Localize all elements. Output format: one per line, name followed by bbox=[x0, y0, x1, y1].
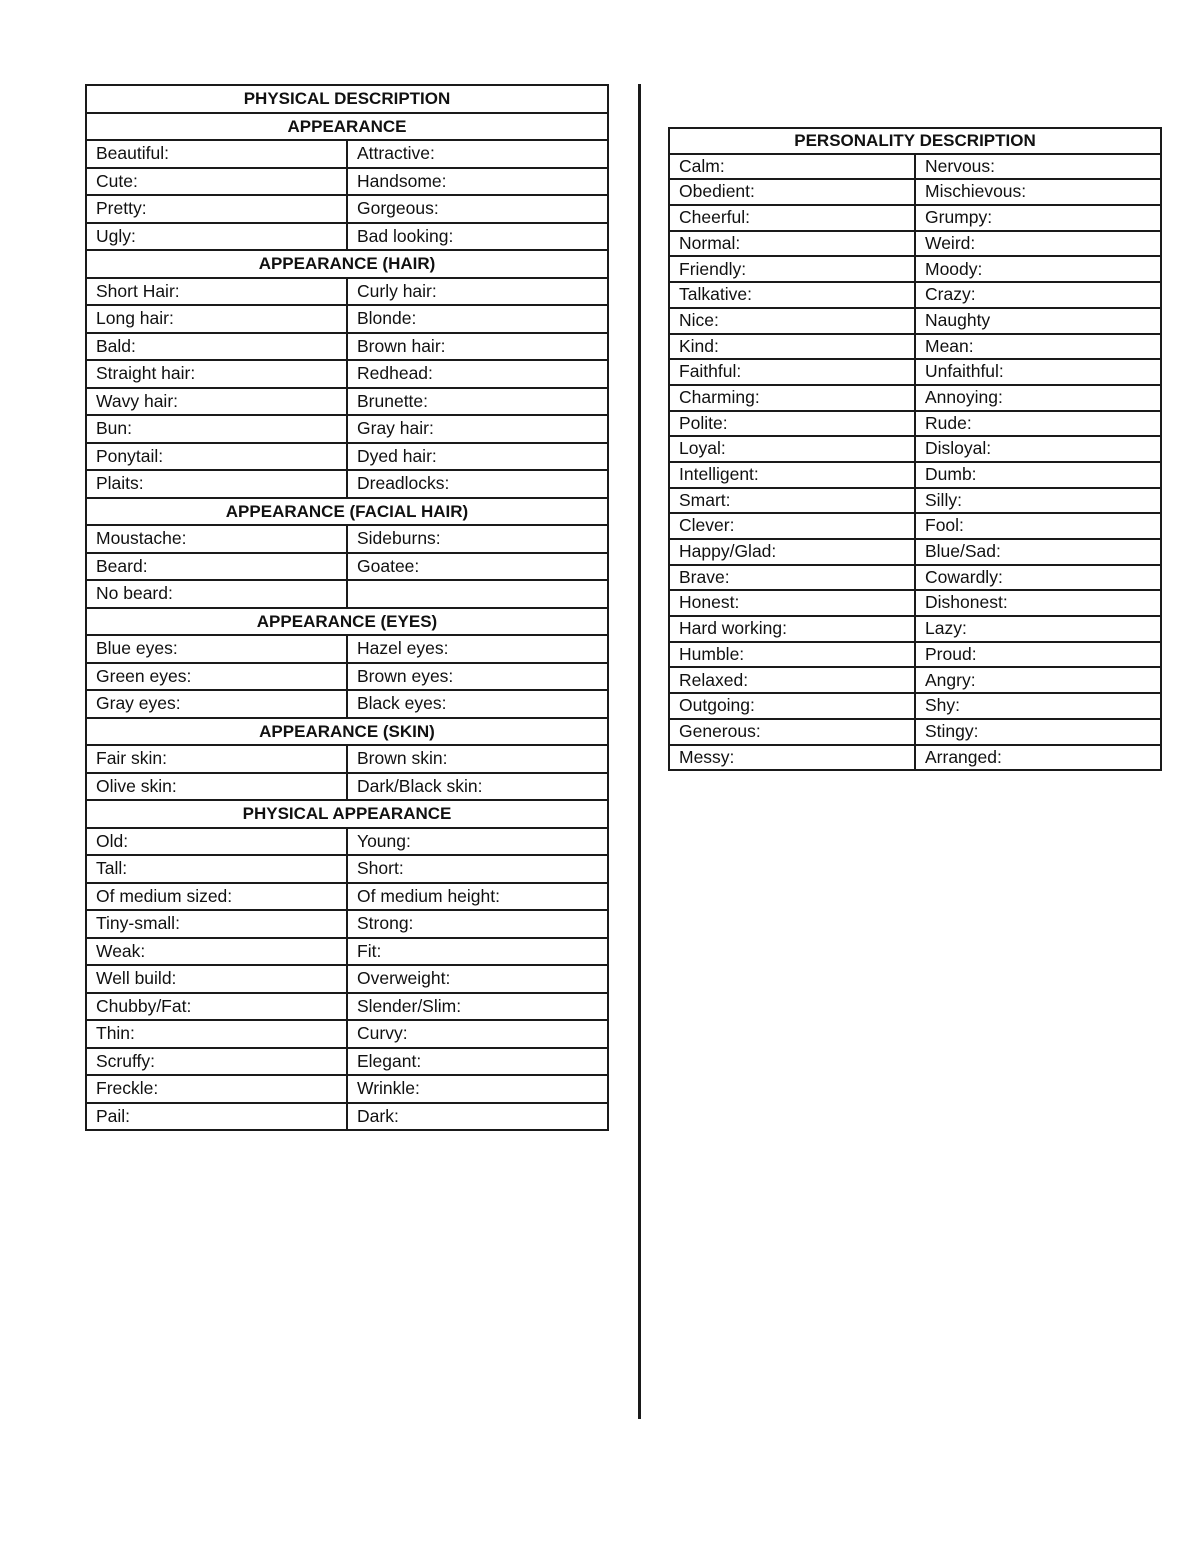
table-cell: Angry: bbox=[915, 667, 1161, 693]
table-row bbox=[669, 179, 1161, 205]
section-heading: APPEARANCE (EYES) bbox=[86, 608, 608, 636]
table-cell: Smart: bbox=[669, 488, 915, 514]
table-cell: Silly: bbox=[915, 488, 1161, 514]
table-cell: Brown eyes: bbox=[347, 663, 608, 691]
table-cell: Slender/Slim: bbox=[347, 993, 608, 1021]
table-cell: Dyed hair: bbox=[347, 443, 608, 471]
table-row bbox=[86, 580, 608, 608]
section-heading: APPEARANCE (HAIR) bbox=[86, 250, 608, 278]
table-cell: Faithful: bbox=[669, 359, 915, 385]
table-row bbox=[86, 195, 608, 223]
personality-title-row bbox=[669, 128, 1161, 154]
table-row bbox=[86, 360, 608, 388]
table-cell: Dark: bbox=[347, 1103, 608, 1131]
table-cell: Old: bbox=[86, 828, 347, 856]
table-cell: Handsome: bbox=[347, 168, 608, 196]
table-row bbox=[86, 470, 608, 498]
table-cell: Cowardly: bbox=[915, 565, 1161, 591]
table-row bbox=[86, 1075, 608, 1103]
table-cell: Beautiful: bbox=[86, 140, 347, 168]
table-cell: Bald: bbox=[86, 333, 347, 361]
table-row bbox=[86, 388, 608, 416]
table-cell: Plaits: bbox=[86, 470, 347, 498]
table-row bbox=[669, 436, 1161, 462]
table-row bbox=[86, 910, 608, 938]
section-heading-row bbox=[86, 250, 608, 278]
table-row bbox=[669, 667, 1161, 693]
table-row bbox=[86, 553, 608, 581]
table-row bbox=[669, 642, 1161, 668]
section-heading: APPEARANCE (SKIN) bbox=[86, 718, 608, 746]
table-cell: Obedient: bbox=[669, 179, 915, 205]
table-cell: Of medium height: bbox=[347, 883, 608, 911]
table-cell: Blue/Sad: bbox=[915, 539, 1161, 565]
table-row bbox=[669, 513, 1161, 539]
table-cell: Naughty bbox=[915, 308, 1161, 334]
table-cell: Wavy hair: bbox=[86, 388, 347, 416]
section-heading-row bbox=[86, 608, 608, 636]
physical-description-body bbox=[86, 85, 608, 1130]
table-row bbox=[86, 1103, 608, 1131]
table-row bbox=[86, 690, 608, 718]
table-cell: Weird: bbox=[915, 231, 1161, 257]
table-row bbox=[669, 154, 1161, 180]
table-row bbox=[86, 525, 608, 553]
table-row bbox=[86, 883, 608, 911]
section-heading-row bbox=[86, 800, 608, 828]
table-cell: Lazy: bbox=[915, 616, 1161, 642]
table-cell: Sideburns: bbox=[347, 525, 608, 553]
table-cell: Loyal: bbox=[669, 436, 915, 462]
table-row bbox=[669, 719, 1161, 745]
column-divider bbox=[638, 84, 641, 1419]
table-cell: Tall: bbox=[86, 855, 347, 883]
table-cell: Nice: bbox=[669, 308, 915, 334]
table-cell: Straight hair: bbox=[86, 360, 347, 388]
table-cell: Proud: bbox=[915, 642, 1161, 668]
section-heading-row bbox=[86, 498, 608, 526]
table-cell: Kind: bbox=[669, 334, 915, 360]
table-row bbox=[86, 1020, 608, 1048]
table-row bbox=[86, 663, 608, 691]
table-cell: Attractive: bbox=[347, 140, 608, 168]
table-cell: Dark/Black skin: bbox=[347, 773, 608, 801]
table-cell: Crazy: bbox=[915, 282, 1161, 308]
table-row bbox=[86, 773, 608, 801]
table-cell: Pail: bbox=[86, 1103, 347, 1131]
table-row bbox=[86, 745, 608, 773]
table-cell: Rude: bbox=[915, 411, 1161, 437]
table-cell: Normal: bbox=[669, 231, 915, 257]
table-cell: Wrinkle: bbox=[347, 1075, 608, 1103]
section-heading-row bbox=[86, 718, 608, 746]
table-row bbox=[86, 278, 608, 306]
physical-title-row bbox=[86, 85, 608, 113]
table-row bbox=[669, 565, 1161, 591]
table-cell: Young: bbox=[347, 828, 608, 856]
table-row bbox=[669, 590, 1161, 616]
table-cell: Calm: bbox=[669, 154, 915, 180]
table-cell: Gray eyes: bbox=[86, 690, 347, 718]
table-cell: Hazel eyes: bbox=[347, 635, 608, 663]
table-row bbox=[669, 693, 1161, 719]
table-cell: Green eyes: bbox=[86, 663, 347, 691]
table-row bbox=[86, 223, 608, 251]
table-cell: Ugly: bbox=[86, 223, 347, 251]
table-row bbox=[669, 282, 1161, 308]
table-cell: Gray hair: bbox=[347, 415, 608, 443]
table-cell: Fair skin: bbox=[86, 745, 347, 773]
table-cell: Bad looking: bbox=[347, 223, 608, 251]
table-cell: Cute: bbox=[86, 168, 347, 196]
table-cell: Polite: bbox=[669, 411, 915, 437]
table-row bbox=[669, 488, 1161, 514]
personality-description-title: PERSONALITY DESCRIPTION bbox=[669, 128, 1161, 154]
section-heading-row bbox=[86, 113, 608, 141]
table-row bbox=[86, 635, 608, 663]
table-cell: Goatee: bbox=[347, 553, 608, 581]
table-cell: Dreadlocks: bbox=[347, 470, 608, 498]
table-cell: Charming: bbox=[669, 385, 915, 411]
table-row bbox=[86, 333, 608, 361]
table-cell: Mean: bbox=[915, 334, 1161, 360]
table-row bbox=[86, 828, 608, 856]
table-cell: Thin: bbox=[86, 1020, 347, 1048]
table-cell: Messy: bbox=[669, 745, 915, 771]
table-row bbox=[86, 965, 608, 993]
table-row bbox=[669, 231, 1161, 257]
table-row bbox=[669, 411, 1161, 437]
table-row bbox=[669, 359, 1161, 385]
table-cell: Strong: bbox=[347, 910, 608, 938]
table-row bbox=[86, 140, 608, 168]
table-row bbox=[86, 993, 608, 1021]
table-cell: Generous: bbox=[669, 719, 915, 745]
table-cell: Disloyal: bbox=[915, 436, 1161, 462]
table-cell: Curvy: bbox=[347, 1020, 608, 1048]
table-cell: Relaxed: bbox=[669, 667, 915, 693]
table-cell: Olive skin: bbox=[86, 773, 347, 801]
personality-description-body bbox=[669, 128, 1161, 770]
table-cell: Humble: bbox=[669, 642, 915, 668]
table-cell: Shy: bbox=[915, 693, 1161, 719]
table-cell: Blue eyes: bbox=[86, 635, 347, 663]
table-cell: Blonde: bbox=[347, 305, 608, 333]
table-row bbox=[86, 938, 608, 966]
table-cell: Hard working: bbox=[669, 616, 915, 642]
table-cell: Tiny-small: bbox=[86, 910, 347, 938]
table-cell: Stingy: bbox=[915, 719, 1161, 745]
table-cell bbox=[347, 580, 608, 608]
table-row bbox=[86, 415, 608, 443]
table-cell: Curly hair: bbox=[347, 278, 608, 306]
table-cell: Short Hair: bbox=[86, 278, 347, 306]
table-row bbox=[86, 305, 608, 333]
table-row bbox=[669, 205, 1161, 231]
table-cell: Nervous: bbox=[915, 154, 1161, 180]
table-cell: Honest: bbox=[669, 590, 915, 616]
table-cell: Of medium sized: bbox=[86, 883, 347, 911]
table-row bbox=[669, 745, 1161, 771]
table-cell: Grumpy: bbox=[915, 205, 1161, 231]
table-cell: Freckle: bbox=[86, 1075, 347, 1103]
table-cell: Cheerful: bbox=[669, 205, 915, 231]
table-cell: Fit: bbox=[347, 938, 608, 966]
table-cell: Redhead: bbox=[347, 360, 608, 388]
table-cell: No beard: bbox=[86, 580, 347, 608]
section-heading: APPEARANCE (FACIAL HAIR) bbox=[86, 498, 608, 526]
table-cell: Elegant: bbox=[347, 1048, 608, 1076]
table-cell: Intelligent: bbox=[669, 462, 915, 488]
table-cell: Brunette: bbox=[347, 388, 608, 416]
table-row bbox=[669, 256, 1161, 282]
table-row bbox=[669, 308, 1161, 334]
table-cell: Mischievous: bbox=[915, 179, 1161, 205]
table-cell: Dumb: bbox=[915, 462, 1161, 488]
table-row bbox=[669, 462, 1161, 488]
table-cell: Scruffy: bbox=[86, 1048, 347, 1076]
table-cell: Well build: bbox=[86, 965, 347, 993]
physical-description-title: PHYSICAL DESCRIPTION bbox=[86, 85, 608, 113]
table-cell: Long hair: bbox=[86, 305, 347, 333]
table-cell: Happy/Glad: bbox=[669, 539, 915, 565]
table-cell: Brave: bbox=[669, 565, 915, 591]
table-row bbox=[669, 539, 1161, 565]
table-cell: Ponytail: bbox=[86, 443, 347, 471]
table-cell: Gorgeous: bbox=[347, 195, 608, 223]
table-cell: Dishonest: bbox=[915, 590, 1161, 616]
table-cell: Pretty: bbox=[86, 195, 347, 223]
table-cell: Overweight: bbox=[347, 965, 608, 993]
table-cell: Chubby/Fat: bbox=[86, 993, 347, 1021]
table-cell: Talkative: bbox=[669, 282, 915, 308]
table-row bbox=[86, 1048, 608, 1076]
table-cell: Outgoing: bbox=[669, 693, 915, 719]
table-row bbox=[669, 385, 1161, 411]
physical-description-table bbox=[85, 84, 609, 1131]
table-cell: Unfaithful: bbox=[915, 359, 1161, 385]
table-cell: Moody: bbox=[915, 256, 1161, 282]
table-cell: Moustache: bbox=[86, 525, 347, 553]
table-cell: Black eyes: bbox=[347, 690, 608, 718]
table-cell: Bun: bbox=[86, 415, 347, 443]
table-cell: Annoying: bbox=[915, 385, 1161, 411]
table-cell: Weak: bbox=[86, 938, 347, 966]
table-row bbox=[86, 443, 608, 471]
table-cell: Beard: bbox=[86, 553, 347, 581]
table-row bbox=[669, 334, 1161, 360]
personality-description-table bbox=[668, 127, 1162, 771]
table-row bbox=[669, 616, 1161, 642]
table-row bbox=[86, 855, 608, 883]
table-cell: Fool: bbox=[915, 513, 1161, 539]
table-cell: Short: bbox=[347, 855, 608, 883]
table-cell: Clever: bbox=[669, 513, 915, 539]
table-row bbox=[86, 168, 608, 196]
section-heading: APPEARANCE bbox=[86, 113, 608, 141]
table-cell: Friendly: bbox=[669, 256, 915, 282]
section-heading: PHYSICAL APPEARANCE bbox=[86, 800, 608, 828]
table-cell: Arranged: bbox=[915, 745, 1161, 771]
table-cell: Brown skin: bbox=[347, 745, 608, 773]
table-cell: Brown hair: bbox=[347, 333, 608, 361]
